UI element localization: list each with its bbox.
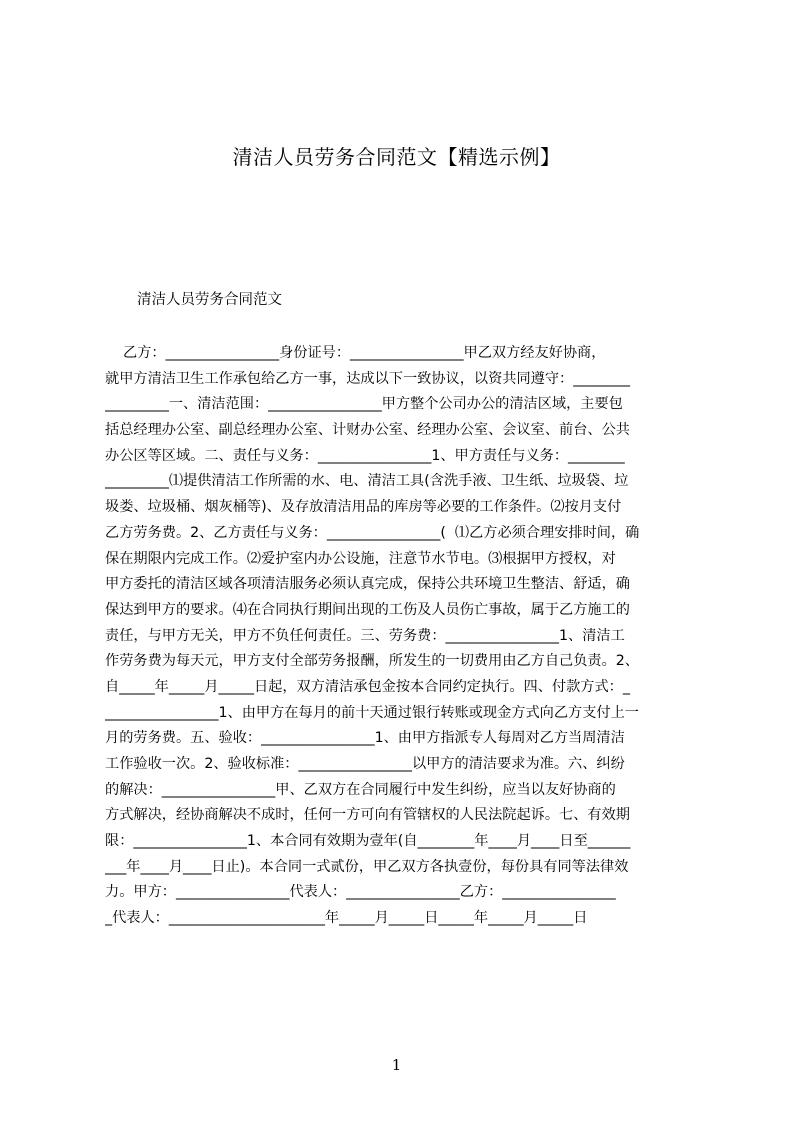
body-line: 作劳务费为每天元，甲方支付全部劳务报酬，所发生的一切费用由乙方自己负责。2、	[105, 653, 639, 670]
page-number: 1	[391, 1056, 402, 1074]
body-line: 乙方：________________身份证号：________________甲乙双方经友好协商，	[105, 345, 606, 361]
body-line: 括总经理办公室、副总经理办公室、计财办公室、经理办公室、会议室、前台、公共	[105, 422, 630, 439]
body-line: 乙方劳务费。2、乙方责任与义务：________________( ⑴乙方必须合理安排时间，确	[105, 524, 640, 541]
body-line: 办公区等区域。二、责任与义务：________________1、甲方责任与义务：________	[105, 447, 625, 464]
body-line: _________一、清洁范围：________________甲方整个公司办公的清洁区域，主要包	[105, 396, 623, 413]
body-line: _________⑴提供清洁工作所需的水、电、清洁工具(含洗手液、卫生纸、垃圾袋、垃	[105, 473, 629, 490]
body-line: 自_____年_____月_____日起，双方清洁承包金按本合同约定执行。四、付款方式：_	[105, 678, 630, 695]
body-line: 限：________________1、本合同有效期为壹年(自________年____月____日至______	[105, 833, 631, 850]
body-line: ________________1、由甲方在每月的前十天通过银行转账或现金方式向乙方支付上一	[105, 704, 639, 721]
body-line: 方式解决，经协商解决不成时，任何一方可向有管辖权的人民法院起诉。七、有效期	[105, 807, 630, 824]
body-line: ___年____月____日止)。本合同一式贰份，甲乙双方各执壹份，每份具有同等法律效	[105, 858, 629, 875]
body-line: 圾娄、垃圾桶、烟灰桶等)、及存放清洁用品的库房等必要的工作条件。⑵按月支付	[105, 499, 622, 516]
body-line: 甲方委托的清洁区域各项清洁服务必须认真完成，保持公共环境卫生整洁、舒适，确	[105, 576, 630, 593]
body-line: 月的劳务费。五、验收：________________1、由甲方指派专人每周对乙方当周清洁	[105, 730, 625, 747]
document-title: 清洁人员劳务合同范文【精选示例】	[232, 145, 561, 169]
contract-subheading: 清洁人员劳务合同范文	[137, 292, 282, 308]
body-line: 就甲方清洁卫生工作承包给乙方一事，达成以下一致协议，以资共同遵守：________	[105, 370, 630, 387]
body-line: 工作验收一次。2、验收标准：________________以甲方的清洁要求为准。六、纠纷	[105, 756, 625, 772]
body-line: 的解决：________________甲、乙双方在合同履行中发生纠纷，应当以友好协商的	[105, 781, 616, 798]
body-line: _代表人：______________________年_____月_____日_____年_____月_____日	[105, 910, 588, 927]
body-line: 保达到甲方的要求。⑷在合同执行期间出现的工伤及人员伤亡事故，属于乙方施工的	[105, 601, 630, 618]
body-line: 力。甲方：________________代表人：________________乙方：________________	[105, 884, 616, 901]
contract-body	[105, 341, 697, 932]
body-line: 保在期限内完成工作。⑵爱护室内办公设施，注意节水节电。⑶根据甲方授权，对	[105, 550, 616, 567]
body-line: 责任，与甲方无关，甲方不负任何责任。三、劳务费：________________1、清洁工	[105, 627, 625, 644]
